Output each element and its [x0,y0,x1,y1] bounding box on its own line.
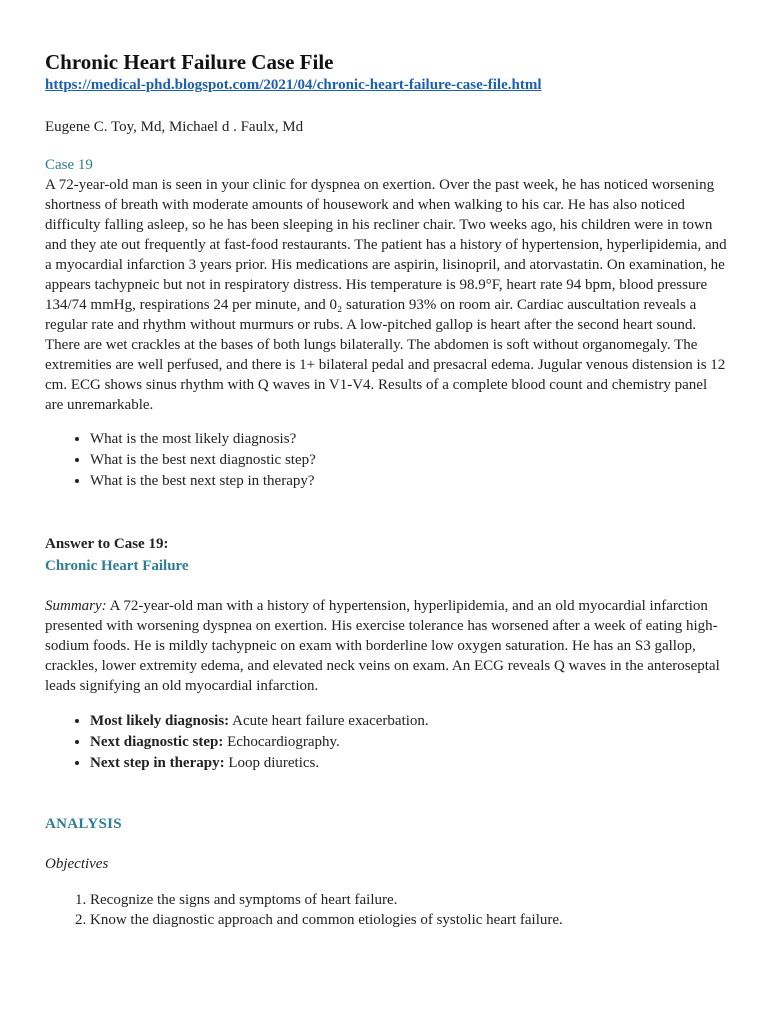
case-heading: Case 19 [45,157,93,173]
answer-item-value: Acute heart failure exacerbation. [229,713,429,729]
answer-item-therapy [90,753,728,774]
answer-item-value: Echocardiography. [223,734,340,750]
answer-item-label: Next step in therapy: [90,755,225,771]
answer-item-diagnostic-step [90,732,728,753]
answer-item-value: Loop diuretics. [224,755,320,771]
answer-item-label: Next diagnostic step: [90,734,224,750]
case-description: A 72-year-old man is seen in your clinic for dyspnea on exertion. Over the past week, he has noticed worsening shortness of breath with moderate amounts of housework and when walking to his car. He has also noticed difficulty falling asleep, so he has been sleeping in his recliner chair. Two weeks ago, his children were in town and they ate out frequently at fast-food restaurants. The patient has a history of hypertension, hyperlipidemia, and a myocardial infarction 3 years prior. His medications are aspirin, lisinopril, and atorvastatin. On examination, he appears tachypneic but not in respiratory distress. His temperature is 98.9°F, heart rate 94 bpm, blood pressure 134/74 mmHg, respirations 24 per minute, and 0₂ saturation 93% on room air. Cardiac auscultation reveals a regular rate and rhythm without murmurs or rubs. A low-pitched gallop is heart after the second heart sound. There are wet crackles at the bases of both lungs bilaterally. The abdomen is soft without organomegaly. The extremities are well perfused, and there is 1+ bilateral pedal and presacral edema. Jugular venous distension is 12 cm. ECG shows sinus rhythm with Q waves in V1-V4. Results of a complete blood count and chemistry panel are unremarkable. [45,177,727,413]
summary-text: A 72-year-old man with a history of hypertension, hyperlipidemia, and an old myocardial infarction presented with worsening dyspnea on exertion. His exercise tolerance has worsened after a week of eating high-sodium foods. He is mildly tachypneic on exam with borderline low oxygen saturation. He has an S3 gallop, crackles, lower extremity edema, and elevated neck veins on exam. An ECG reveals Q waves in the anteroseptal leads signifying an old myocardial infarction. [45,598,720,694]
case-questions-list [45,429,728,492]
answer-item-label: Most likely diagnosis: [90,713,230,729]
analysis-heading: ANALYSIS [45,816,122,832]
answer-item-diagnosis [90,711,728,732]
objectives-heading: Objectives [45,856,109,872]
answer-title: Chronic Heart Failure [45,558,189,574]
answer-list [45,711,728,774]
objective-item: 1. Recognize the signs and symptoms of heart failure. [90,890,728,910]
question-item: • What is the best next diagnostic step? [90,450,728,471]
objectives-list [45,890,728,930]
objective-item: 2. Know the diagnostic approach and common etiologies of systolic heart failure. [90,910,728,930]
source-link[interactable]: https://medical-phd.blogspot.com/2021/04/chronic-heart-failure-case-file.html [45,77,542,93]
authors-line: Eugene C. Toy, Md, Michael d . Faulx, Md [45,119,304,135]
question-item: • What is the most likely diagnosis? [90,429,728,450]
summary-paragraph [45,596,728,696]
question-item: • What is the best next step in therapy? [90,471,728,492]
document-title: Chronic Heart Failure Case File [45,50,334,74]
summary-label: Summary: [45,598,107,614]
answer-heading: Answer to Case 19: [45,536,169,552]
